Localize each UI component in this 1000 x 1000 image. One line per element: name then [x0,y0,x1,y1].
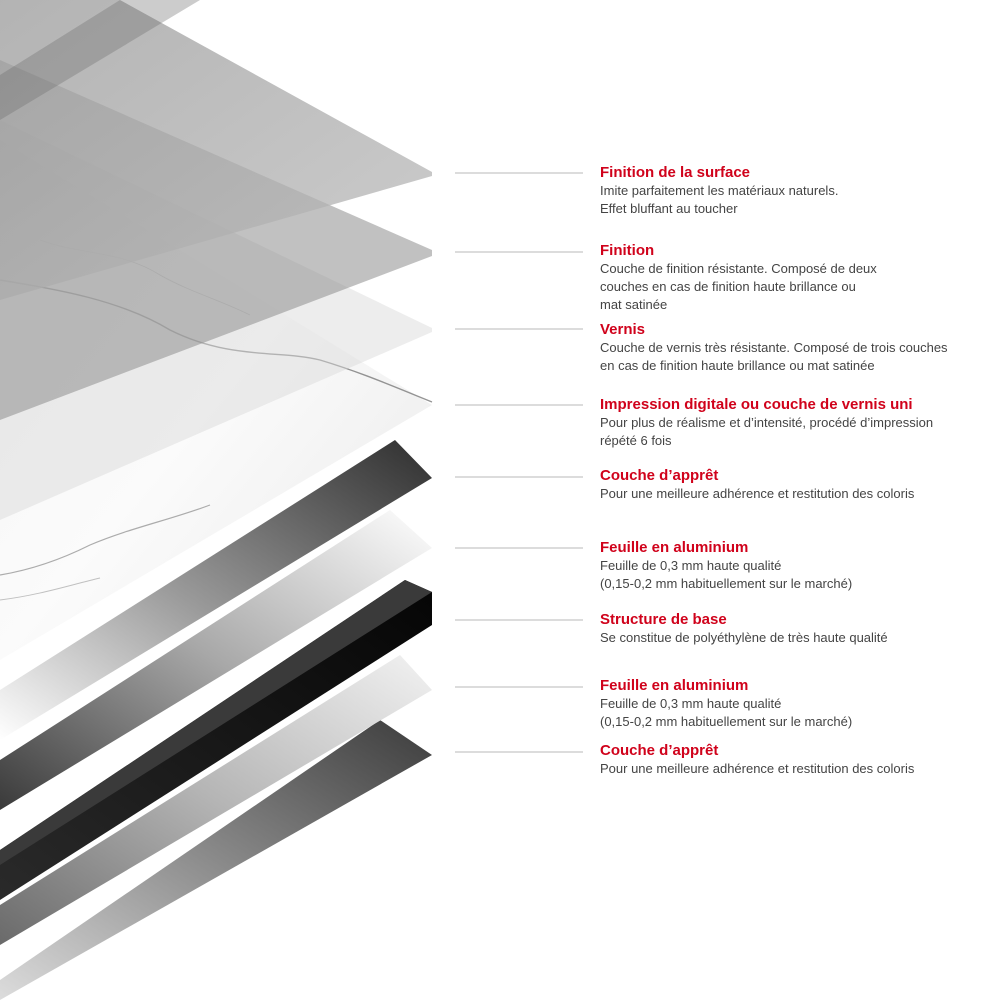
layer-label-primer-lower [600,742,990,778]
layer-label-finish [600,242,990,314]
layer-title: Feuille en aluminium [600,539,749,556]
layer-label-aluminium-upper [600,539,990,593]
layer-label-digital-print [600,396,990,450]
layer-label-primer-upper [600,467,990,503]
layer-description: Feuille de 0,3 mm haute qualité (0,15-0,2 mm habituellement sur le marché) [600,558,853,591]
layer-title: Couche d’apprêt [600,467,719,484]
layer-description: Imite parfaitement les matériaux naturels. Effet bluffant au toucher [600,183,839,216]
layer-description: Couche de vernis très résistante. Composé de trois couches en cas de finition haute brillance ou mat satinée [600,340,948,373]
layer-title: Structure de base [600,611,727,628]
layer-title: Vernis [600,321,646,338]
layer-description: Se constitue de polyéthylène de très haute qualité [600,630,888,645]
layer-title: Finition [600,242,655,259]
layer-description: Pour une meilleure adhérence et restitution des coloris [600,486,915,501]
layer-description: Pour une meilleure adhérence et restitution des coloris [600,761,915,776]
layer-title: Couche d’apprêt [600,742,719,759]
layer-label-surface-finish [600,164,990,218]
layer-title: Finition de la surface [600,164,751,181]
layer-label-varnish [600,321,990,375]
layer-title: Impression digitale ou couche de vernis uni [600,396,913,413]
layer-description: Pour plus de réalisme et d’intensité, procédé d’impression répété 6 fois [600,415,934,448]
layer-title: Feuille en aluminium [600,677,749,694]
layer-description: Couche de finition résistante. Composé de deux couches en cas de finition haute brillance ou mat satinée [600,261,877,312]
layer-label-aluminium-lower [600,677,990,731]
layer-description: Feuille de 0,3 mm haute qualité (0,15-0,2 mm habituellement sur le marché) [600,696,853,729]
layer-label-base-structure [600,611,990,647]
